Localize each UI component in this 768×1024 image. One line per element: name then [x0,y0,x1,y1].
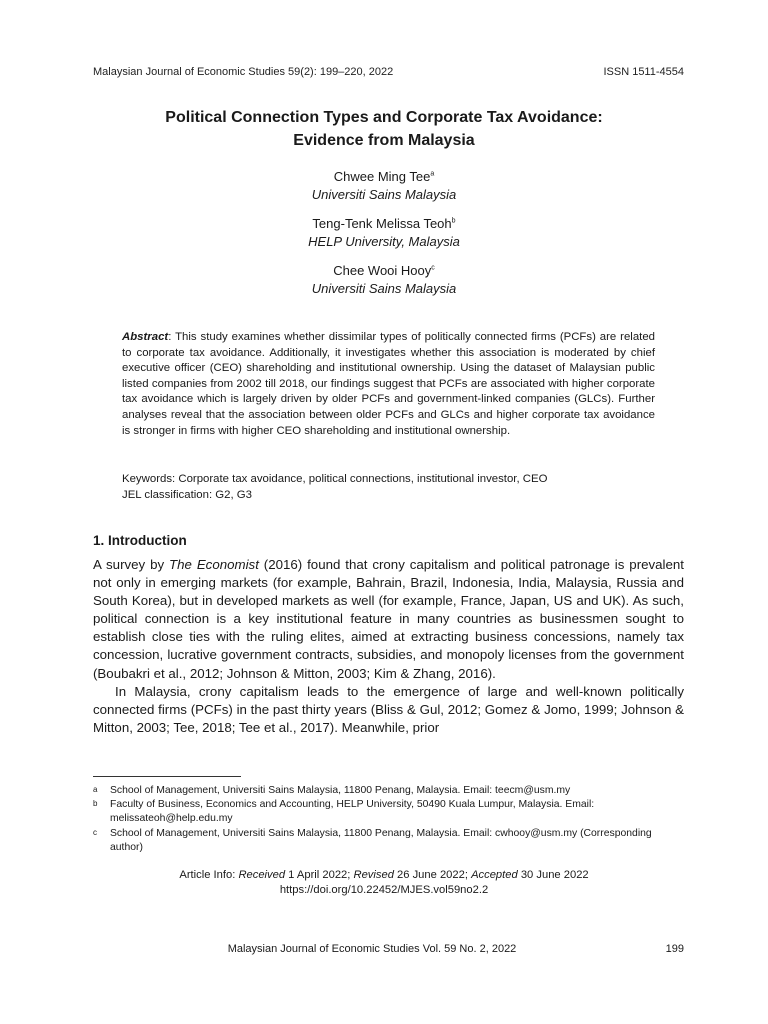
author-affiliation: HELP University, Malaysia [308,234,460,249]
abstract [122,330,655,439]
footnote [93,784,684,798]
jel-classification: JEL classification: G2, G3 [122,488,252,501]
footnote-mark: b [93,799,98,809]
abstract-text: : This study examines whether dissimilar types of politically connected firms (PCFs) are related to corporate tax avoidance. Additionally, it investigates whether this association is moderated by chief executive officer (CEO) shareholding and institutional ownership. Using the dataset of Malaysian public listed companies from 2002 till 2018, our findings suggest that PCFs are associated with higher corporate tax avoidance which is largely driven by older PCFs and government-linked companies (GLCs). Further analyses reveal that the association between older PCFs and GLCs and higher corporate tax avoidance is stronger in firms with higher CEO shareholding and institutional ownership. [122,331,655,437]
journal-citation: Malaysian Journal of Economic Studies 59(2): 199–220, 2022 [93,66,394,78]
article-info [60,868,708,898]
author-block [60,168,708,204]
footnote-text: Faculty of Business, Economics and Accounting, HELP University, 50490 Kuala Lumpur, Malaysia. Email: melissateoh@help.edu.my [110,799,595,825]
issn: ISSN 1511-4554 [603,66,684,78]
footnote-text: School of Management, Universiti Sains Malaysia, 11800 Penang, Malaysia. Email: teecm@usm.my [110,785,571,796]
author-mark: c [431,264,435,272]
title-line-1: Political Connection Types and Corporate Tax Avoidance: [165,109,603,126]
keywords-block [122,472,655,503]
footnote-divider [93,776,241,777]
footnote [93,827,684,855]
section-heading: 1. Introduction [93,533,187,548]
author-block [60,262,708,298]
footnote [93,798,684,826]
page-number: 199 [665,943,684,955]
publication-name: The Economist [169,557,259,572]
footnote-mark: a [93,785,98,794]
running-header [93,66,684,78]
author-affiliation: Universiti Sains Malaysia [311,281,457,296]
author-mark: a [430,170,435,178]
abstract-label: Abstract [122,331,169,343]
author-mark: b [451,217,456,225]
footer-journal: Malaysian Journal of Economic Studies Vol. 59 No. 2, 2022 [227,943,517,955]
paragraph: In Malaysia, crony capitalism leads to the emergence of large and well-known politically connected firms (PCFs) in the past thirty years (Bliss & Gul, 2012; Gomez & Jomo, 1999; Johnson & Mitton, 2003; Tee, 2018; Tee et al., 2017). Meanwhile, prior [93,683,684,735]
body-text [93,556,684,737]
title-line-2: Evidence from Malaysia [293,132,475,149]
author-affiliation: Universiti Sains Malaysia [311,187,457,202]
footnote-mark: c [93,827,97,837]
keywords: Keywords: Corporate tax avoidance, political connections, institutional investor, CEO [122,473,548,485]
paper-title [60,106,708,152]
footnote-text: School of Management, Universiti Sains Malaysia, 11800 Penang, Malaysia. Email: cwhooy@usm.my (Corresponding author) [110,827,652,853]
author-name: Teng-Tenk Melissa Teoh [312,216,452,231]
footnotes [93,784,684,855]
doi-link[interactable]: https://doi.org/10.22452/MJES.vol59no2.2 [279,884,489,897]
paragraph: A survey by The Economist (2016) found that crony capitalism and political patronage is prevalent not only in emerging markets (for example, Bahrain, Brazil, Indonesia, India, Malaysia, Russia and South Korea), but in developed markets as well (for example, France, Japan, US and UK). As such, political connection is a key institutional feature in many countries as businessmen sought to establish close ties with the ruling elites, aimed at extracting business concessions, namely tax concession, lucrative government contracts, subsidies, and monopoly licenses from the government (Boubakri et al., 2012; Johnson & Mitton, 2003; Kim & Zhang, 2016). [93,557,684,681]
author-name: Chee Wooi Hooy [333,263,432,278]
author-list [60,168,708,309]
author-name: Chwee Ming Tee [333,169,431,184]
author-block [60,215,708,251]
article-dates: Article Info: Received 1 April 2022; Revised 26 June 2022; Accepted 30 June 2022 [179,869,589,881]
